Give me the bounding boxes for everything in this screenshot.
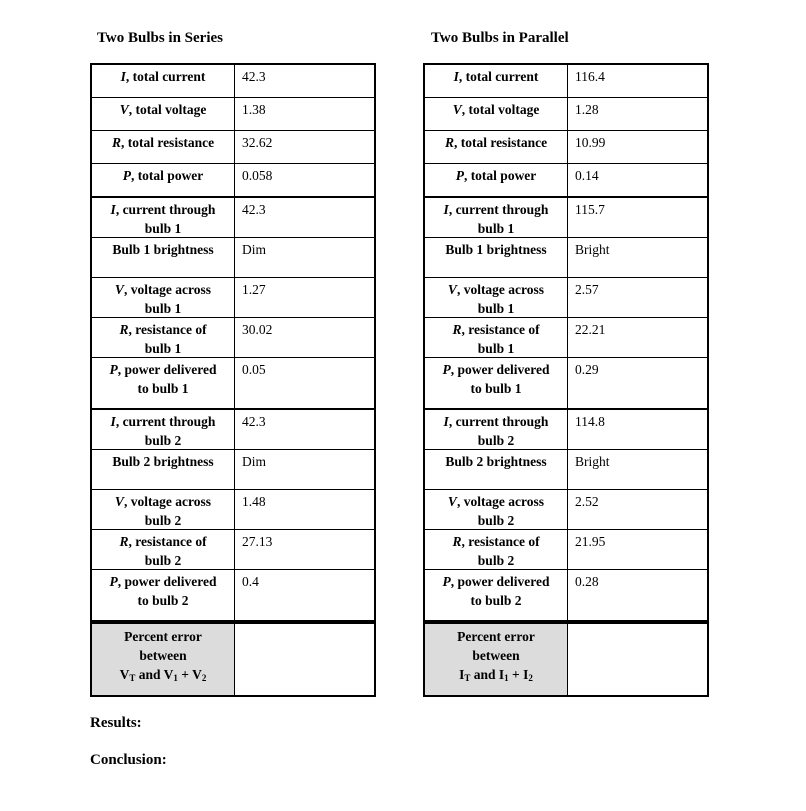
table-row — [90, 98, 376, 131]
row-value: 0.058 — [242, 168, 273, 183]
row-value: 0.28 — [575, 574, 599, 589]
formula-part: and V — [135, 667, 174, 682]
row-label-line2: bulb 1 — [477, 301, 515, 316]
table-row — [423, 490, 709, 530]
row-label-text: , total voltage — [128, 102, 207, 117]
quantity-symbol: I — [443, 414, 449, 429]
row-value: 1.48 — [242, 494, 266, 509]
row-label — [92, 530, 235, 569]
table-row — [90, 238, 376, 278]
row-label-line — [92, 200, 234, 219]
percent-error-row — [423, 622, 709, 697]
percent-error-label — [425, 624, 568, 695]
row-label-line — [92, 492, 234, 511]
row-label — [425, 238, 568, 277]
row-value: 42.3 — [242, 69, 266, 84]
row-label-line — [425, 280, 567, 299]
row-label-line2: bulb 1 — [477, 341, 515, 356]
row-label-line — [425, 572, 567, 591]
row-value: 30.02 — [242, 322, 273, 337]
row-value: Dim — [242, 454, 267, 469]
row-label — [425, 410, 568, 449]
quantity-symbol: P — [109, 574, 118, 589]
row-label — [425, 450, 568, 489]
quantity-symbol: R — [452, 534, 462, 549]
row-label-line — [92, 532, 234, 551]
row-label-text: Bulb 1 brightness — [445, 242, 547, 257]
formula-part: I — [459, 667, 465, 682]
quantity-symbol: P — [442, 362, 451, 377]
quantity-symbol: V — [114, 282, 124, 297]
row-value: Dim — [242, 242, 267, 257]
row-label-line — [425, 452, 567, 471]
row-label-line2: bulb 2 — [477, 433, 515, 448]
row-label-line — [425, 240, 567, 259]
row-value: 0.4 — [242, 574, 259, 589]
row-label-line — [92, 100, 234, 119]
table-row — [423, 238, 709, 278]
row-label — [425, 530, 568, 569]
table-row — [423, 450, 709, 490]
row-label-text: , current through — [448, 202, 549, 217]
row-label-line — [425, 492, 567, 511]
parallel-title: Two Bulbs in Parallel — [431, 30, 569, 46]
row-label-line2: bulb 2 — [477, 513, 515, 528]
quantity-symbol: I — [453, 69, 459, 84]
row-label-line — [92, 166, 234, 185]
percent-error-formula — [92, 665, 234, 684]
quantity-symbol: I — [443, 202, 449, 217]
table-row — [423, 358, 709, 410]
row-label-line — [92, 67, 234, 86]
row-value: 114.8 — [575, 414, 605, 429]
quantity-symbol: P — [122, 168, 131, 183]
row-label — [92, 358, 235, 408]
table-row — [423, 164, 709, 198]
percent-error-line2: between — [472, 648, 520, 663]
row-label — [425, 198, 568, 237]
table-row — [423, 278, 709, 318]
row-label-line — [92, 240, 234, 259]
row-label-line — [425, 166, 567, 185]
row-label-text: , voltage across — [123, 282, 212, 297]
row-label-text: , power delivered — [117, 574, 217, 589]
row-label — [425, 65, 568, 97]
row-label-text: , voltage across — [123, 494, 212, 509]
row-label — [425, 570, 568, 620]
formula-subscript: T — [464, 673, 471, 683]
formula-subscript: 2 — [528, 673, 533, 683]
quantity-symbol: I — [110, 414, 116, 429]
row-label-line2: bulb 1 — [144, 221, 182, 236]
table-row — [90, 490, 376, 530]
row-label-text: , resistance of — [461, 534, 540, 549]
quantity-symbol: I — [110, 202, 116, 217]
row-label-text: , current through — [115, 202, 216, 217]
table-row — [423, 318, 709, 358]
table-row — [90, 450, 376, 490]
row-label — [92, 570, 235, 620]
percent-error-row — [90, 622, 376, 697]
percent-error-label — [92, 624, 235, 695]
formula-subscript: 1 — [504, 673, 509, 683]
table-row — [90, 278, 376, 318]
table-row — [90, 570, 376, 622]
row-label — [425, 164, 568, 196]
quantity-symbol: V — [447, 282, 457, 297]
row-value: 1.38 — [242, 102, 266, 117]
row-value: 2.52 — [575, 494, 599, 509]
row-label-line — [425, 320, 567, 339]
series-title: Two Bulbs in Series — [97, 30, 223, 46]
row-value: Bright — [575, 242, 610, 257]
row-value: 42.3 — [242, 202, 266, 217]
quantity-symbol: P — [442, 574, 451, 589]
quantity-symbol: V — [119, 102, 129, 117]
percent-error-value[interactable] — [568, 624, 707, 695]
results-label: Results: — [90, 715, 142, 731]
table-row — [423, 570, 709, 622]
formula-subscript: 1 — [173, 673, 178, 683]
percent-error-line1: Percent error — [457, 629, 535, 644]
row-label — [425, 358, 568, 408]
quantity-symbol: P — [109, 362, 118, 377]
row-label-line2: to bulb 1 — [470, 381, 522, 396]
table-row — [423, 63, 709, 98]
row-label-text: , total voltage — [461, 102, 540, 117]
quantity-symbol: P — [455, 168, 464, 183]
row-value: 10.99 — [575, 135, 606, 150]
row-label — [92, 131, 235, 163]
table-row — [90, 530, 376, 570]
row-label-line — [92, 412, 234, 431]
row-label — [425, 98, 568, 130]
row-value: 32.62 — [242, 135, 273, 150]
row-label — [92, 65, 235, 97]
row-value: 0.05 — [242, 362, 266, 377]
row-label-text: , total power — [463, 168, 537, 183]
row-label-line2: bulb 2 — [144, 433, 182, 448]
row-value: 116.4 — [575, 69, 605, 84]
table-row — [90, 318, 376, 358]
row-label-line2: bulb 2 — [144, 513, 182, 528]
row-label — [92, 318, 235, 357]
table-row — [423, 198, 709, 238]
row-label-line — [92, 360, 234, 379]
row-value: 115.7 — [575, 202, 605, 217]
quantity-symbol: R — [444, 135, 454, 150]
row-label-text: , total current — [458, 69, 539, 84]
formula-subscript: T — [129, 673, 136, 683]
row-label-text: , resistance of — [128, 322, 207, 337]
row-label — [92, 278, 235, 317]
row-label — [425, 278, 568, 317]
row-label-text: , total power — [130, 168, 204, 183]
row-label — [92, 98, 235, 130]
row-label-line — [425, 100, 567, 119]
row-label-line — [92, 320, 234, 339]
percent-error-line2: between — [139, 648, 187, 663]
row-label-line2: to bulb 2 — [137, 593, 189, 608]
row-label-text: , total resistance — [453, 135, 548, 150]
formula-part: V — [119, 667, 130, 682]
row-label-line2: to bulb 2 — [470, 593, 522, 608]
table-row — [90, 198, 376, 238]
row-label — [92, 450, 235, 489]
row-label-text: , current through — [448, 414, 549, 429]
row-label-line — [425, 412, 567, 431]
row-label-text: Bulb 1 brightness — [112, 242, 214, 257]
row-label — [425, 490, 568, 529]
row-value: 0.29 — [575, 362, 599, 377]
row-label — [92, 490, 235, 529]
quantity-symbol: V — [114, 494, 124, 509]
row-value: 21.95 — [575, 534, 606, 549]
row-label-line — [425, 133, 567, 152]
row-label-text: , voltage across — [456, 282, 545, 297]
table-row — [90, 358, 376, 410]
quantity-symbol: I — [120, 69, 126, 84]
row-label-text: , resistance of — [461, 322, 540, 337]
table-row — [90, 63, 376, 98]
row-label-text: , total resistance — [120, 135, 215, 150]
row-label-text: , power delivered — [450, 574, 550, 589]
table-row — [90, 164, 376, 198]
table-row — [423, 410, 709, 450]
row-label-text: , power delivered — [450, 362, 550, 377]
row-label — [425, 318, 568, 357]
row-label-text: , current through — [115, 414, 216, 429]
row-label — [92, 198, 235, 237]
row-value: 42.3 — [242, 414, 266, 429]
row-label-text: , total current — [125, 69, 206, 84]
row-label — [425, 131, 568, 163]
row-label-line — [92, 452, 234, 471]
row-label-line — [425, 200, 567, 219]
quantity-symbol: R — [111, 135, 121, 150]
row-label-text: , voltage across — [456, 494, 545, 509]
row-value: 0.14 — [575, 168, 599, 183]
row-label-line2: bulb 2 — [144, 553, 182, 568]
row-label-line — [92, 572, 234, 591]
row-label — [92, 410, 235, 449]
formula-part: + V — [177, 667, 202, 682]
table-row — [90, 410, 376, 450]
row-label-line — [92, 280, 234, 299]
row-value: 27.13 — [242, 534, 273, 549]
table-row — [423, 530, 709, 570]
formula-subscript: 2 — [201, 673, 207, 683]
row-value: 1.27 — [242, 282, 266, 297]
row-label-line — [425, 360, 567, 379]
row-value: 2.57 — [575, 282, 599, 297]
table-row — [423, 98, 709, 131]
row-label-text: , power delivered — [117, 362, 217, 377]
formula-part: + I — [508, 667, 529, 682]
quantity-symbol: V — [447, 494, 457, 509]
row-label-text: Bulb 2 brightness — [445, 454, 547, 469]
percent-error-formula — [425, 665, 567, 684]
row-label-line — [425, 532, 567, 551]
row-value: 22.21 — [575, 322, 606, 337]
row-label-text: , resistance of — [128, 534, 207, 549]
quantity-symbol: R — [452, 322, 462, 337]
formula-part: and I — [470, 667, 505, 682]
row-label — [92, 164, 235, 196]
row-label-line2: bulb 1 — [144, 301, 182, 316]
quantity-symbol: V — [452, 102, 462, 117]
table-row — [423, 131, 709, 164]
row-label-line2: bulb 1 — [144, 341, 182, 356]
row-label-line — [425, 67, 567, 86]
row-label-text: Bulb 2 brightness — [112, 454, 214, 469]
percent-error-line1: Percent error — [124, 629, 202, 644]
percent-error-value[interactable] — [235, 624, 374, 695]
row-label-line — [92, 133, 234, 152]
conclusion-label: Conclusion: — [90, 752, 167, 768]
row-label-line2: bulb 1 — [477, 221, 515, 236]
quantity-symbol: R — [119, 322, 129, 337]
table-row — [90, 131, 376, 164]
quantity-symbol: R — [119, 534, 129, 549]
row-label-line2: to bulb 1 — [137, 381, 189, 396]
row-value: 1.28 — [575, 102, 599, 117]
row-label — [92, 238, 235, 277]
row-value: Bright — [575, 454, 610, 469]
row-label-line2: bulb 2 — [477, 553, 515, 568]
